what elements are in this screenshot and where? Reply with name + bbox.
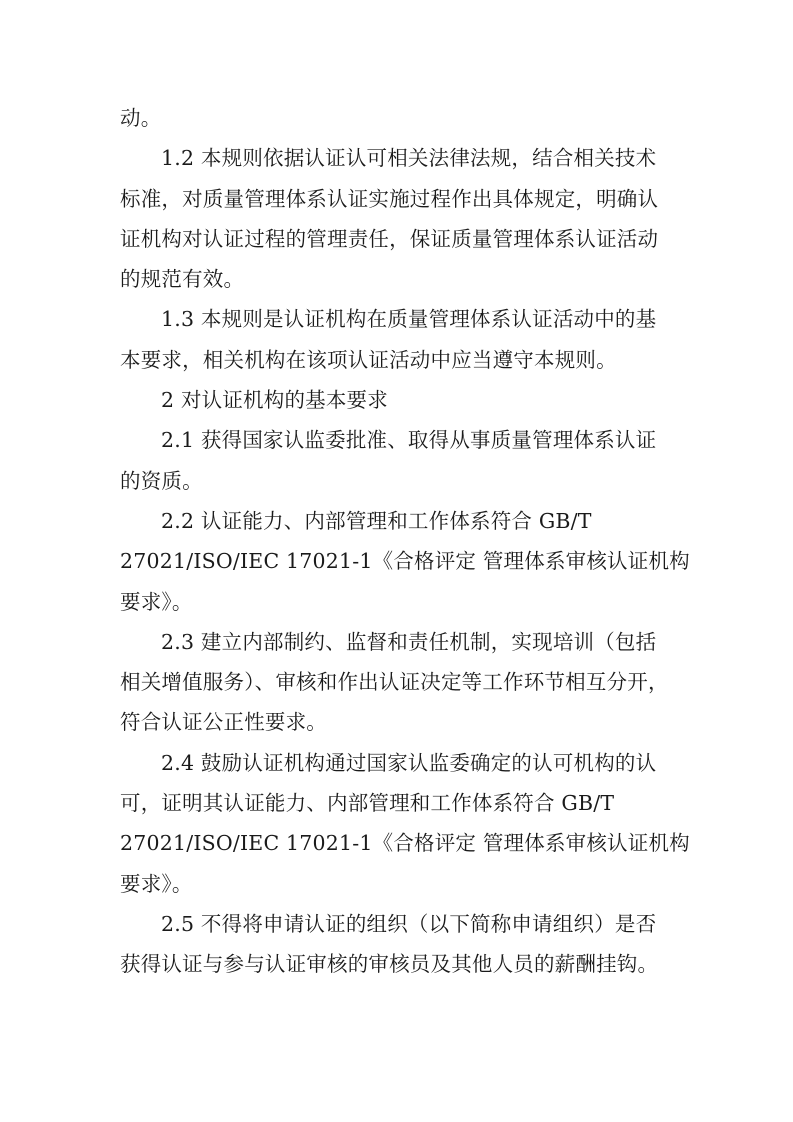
body-text xyxy=(120,98,690,985)
text-line: 标准，对质量管理体系认证实施过程作出具体规定，明确认 xyxy=(120,186,659,211)
text-line: 符合认证公正性要求。 xyxy=(120,710,327,735)
paragraph-2-2-line: 2.2 认证能力、内部管理和工作体系符合 GB/T xyxy=(161,508,592,533)
text-line: 动。 xyxy=(120,106,162,130)
text-line: 要求》。 xyxy=(120,589,193,614)
text-line: 的规范有效。 xyxy=(120,267,245,292)
paragraph-1-2-line: 1.2 本规则依据认证认可相关法律法规，结合相关技术 xyxy=(161,146,657,171)
section-heading: 2 对认证机构的基本要求 xyxy=(161,388,388,413)
text-line: 可，证明其认证能力、内部管理和工作体系符合 GB/T xyxy=(120,791,615,816)
text-line: 27021/ISO/IEC 17021-1《合格评定 管理体系审核认证机构 xyxy=(120,831,690,856)
text-line: 相关增值服务）、审核和作出认证决定等工作环节相互分开， xyxy=(120,670,669,695)
text-line: 27021/ISO/IEC 17021-1《合格评定 管理体系审核认证机构 xyxy=(120,549,690,574)
paragraph-2-1-line: 2.1 获得国家认监委批准、取得从事质量管理体系认证 xyxy=(161,428,657,453)
paragraph-2-3-line: 2.3 建立内部制约、监督和责任机制，实现培训（包括 xyxy=(161,629,657,654)
text-line: 要求》。 xyxy=(120,871,193,896)
paragraph-2-4-line: 2.4 鼓励认证机构通过国家认监委确定的认可机构的认 xyxy=(161,750,657,775)
text-line: 本要求，相关机构在该项认证活动中应当遵守本规则。 xyxy=(120,347,617,372)
paragraph-2-5-line: 2.5 不得将申请认证的组织（以下简称申请组织）是否 xyxy=(161,911,657,936)
text-line: 的资质。 xyxy=(120,468,203,493)
paragraph-1-3-line: 1.3 本规则是认证机构在质量管理体系认证活动中的基 xyxy=(161,307,657,332)
text-line: 证机构对认证过程的管理责任，保证质量管理体系认证活动 xyxy=(120,226,659,251)
text-line: 获得认证与参与认证审核的审核员及其他人员的薪酬挂钩。 xyxy=(120,952,659,977)
